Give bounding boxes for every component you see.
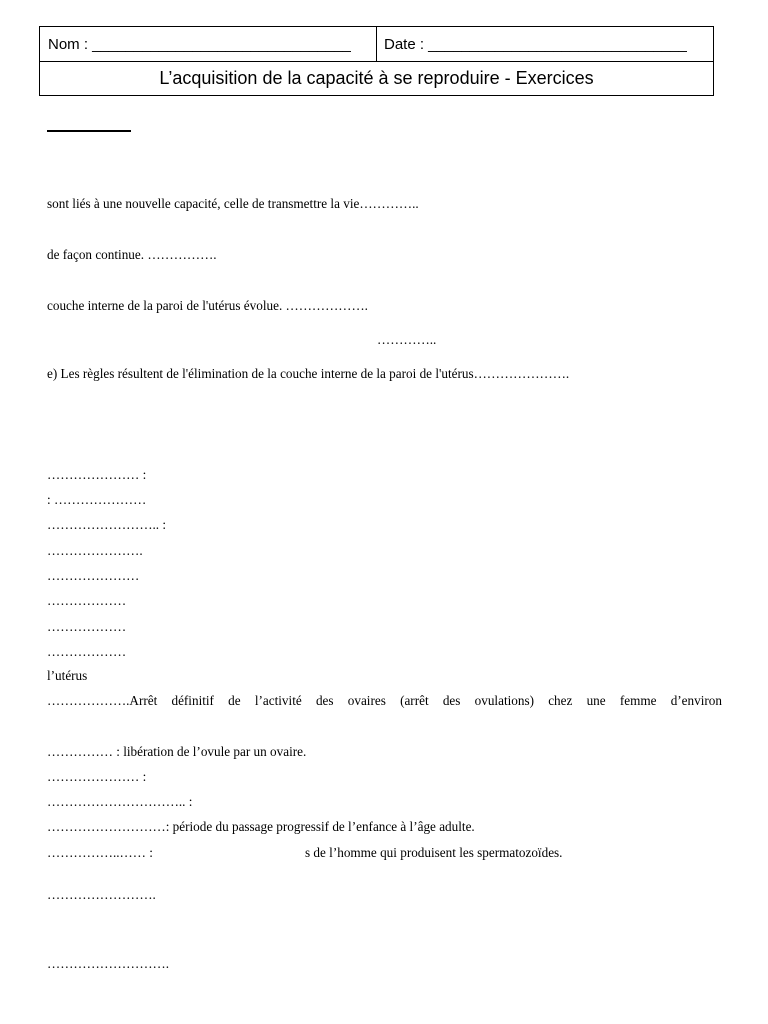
- text-line: l’utérus: [47, 668, 88, 683]
- text-line: …………..: [377, 332, 437, 347]
- page-title: L’acquisition de la capacité à se reproduire - Exercices: [159, 68, 594, 88]
- blank-line: …………………: [47, 568, 140, 583]
- blank-line: ………………… :: [47, 467, 147, 482]
- name-field: Nom : _______________________________: [48, 36, 351, 53]
- blank-line: ……………………….: [47, 956, 169, 971]
- text-line: s de l’homme qui produisent les spermatozoïdes.: [305, 845, 563, 860]
- word: définitif: [171, 693, 214, 708]
- word: des: [315, 693, 334, 708]
- word: une: [586, 693, 606, 708]
- blank-line: …………………….. :: [47, 517, 167, 532]
- blank-line: …………………….: [47, 887, 156, 902]
- blank-line: ………………… :: [47, 769, 147, 784]
- word: (arrêt: [400, 693, 429, 708]
- header-table: [39, 26, 714, 96]
- blank-line: ………………: [47, 644, 127, 659]
- underline-rule: [47, 130, 131, 132]
- blank-line: ………………….: [47, 543, 143, 558]
- blank-line: : …………………: [47, 492, 147, 507]
- word: ovaires: [347, 693, 386, 708]
- blank-line: ……………..…… :: [47, 845, 153, 860]
- justified-line: [47, 693, 722, 709]
- word: d’environ: [670, 693, 722, 708]
- word: femme: [619, 693, 657, 708]
- text-line: couche interne de la paroi de l'utérus évolue. ……………….: [47, 298, 368, 313]
- header-divider: [376, 27, 377, 62]
- blank-line: ………………: [47, 619, 127, 634]
- word: l’activité: [254, 693, 302, 708]
- blank-line: ………………: [47, 593, 127, 608]
- text-line: sont liés à une nouvelle capacité, celle de transmettre la vie…………..: [47, 196, 419, 211]
- date-field: Date : _______________________________: [384, 36, 687, 53]
- text-line: e) Les règles résultent de l'élimination de la couche interne de la paroi de l'utérus………………….: [47, 366, 570, 381]
- text-line: de façon continue. …………….: [47, 247, 217, 262]
- word: ……………….Arrêt: [47, 693, 158, 708]
- word: ovulations): [474, 693, 534, 708]
- word: chez: [548, 693, 573, 708]
- blank-line: ………………………….. :: [47, 794, 193, 809]
- text-line: …………… : libération de l’ovule par un ovaire.: [47, 744, 307, 759]
- word: des: [442, 693, 461, 708]
- word: de: [228, 693, 241, 708]
- text-line: ………………………: période du passage progressif de l’enfance à l’âge adulte.: [47, 819, 475, 834]
